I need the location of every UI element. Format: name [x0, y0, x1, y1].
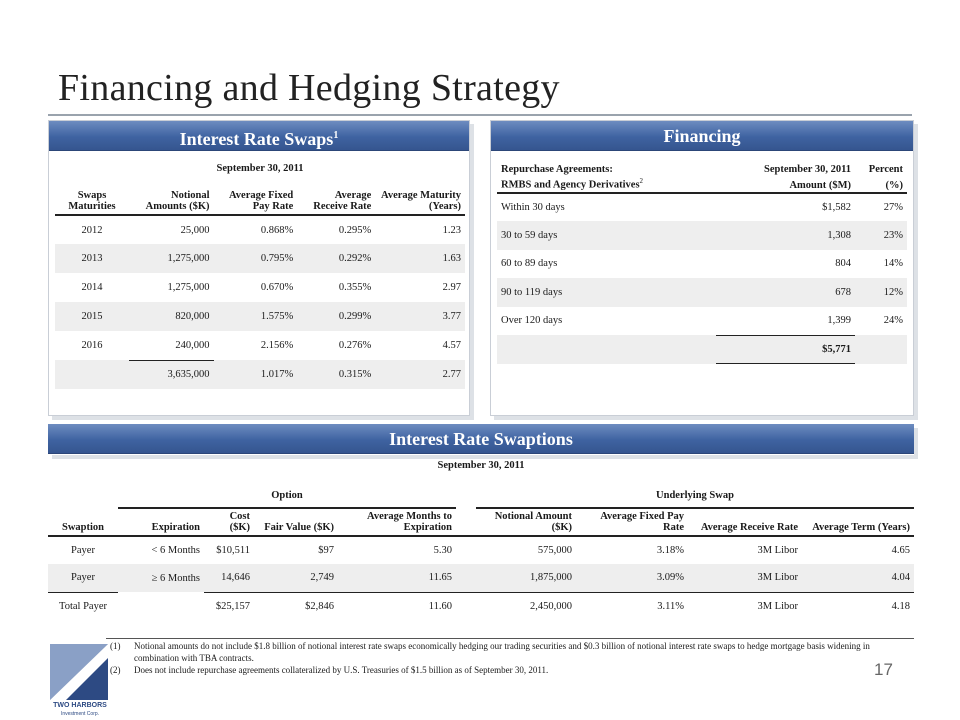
cell — [497, 335, 716, 364]
cell: 1,308 — [716, 221, 855, 250]
cell: Payer — [71, 545, 95, 556]
swaptions-group-underlying: Underlying Swap — [476, 488, 914, 508]
cell: 1.575% — [214, 302, 298, 331]
logo-tagline: Investment Corp. — [60, 711, 100, 717]
table-row — [497, 278, 907, 307]
swaptions-col-receive: Average Receive Rate — [688, 508, 802, 536]
cell: 3,635,000 — [129, 360, 214, 389]
cell: ≥ 6 Months — [118, 564, 204, 592]
footnote-2 — [110, 664, 880, 676]
cell: Within 30 days — [501, 201, 565, 213]
table-row — [497, 250, 907, 279]
cell: 4.04 — [802, 564, 914, 592]
cell: $25,157 — [204, 592, 254, 620]
table-total-row — [48, 592, 914, 620]
cell: 2.97 — [442, 282, 461, 293]
financing-header-mid-1: September 30, 2011 — [763, 164, 851, 175]
table-row — [55, 244, 465, 273]
cell — [855, 335, 907, 364]
cell — [456, 536, 476, 564]
swaps-table — [55, 161, 465, 389]
cell: 0.795% — [214, 244, 298, 273]
cell — [118, 592, 204, 620]
cell: 820,000 — [129, 302, 214, 331]
footnote-marker: (1) — [110, 641, 121, 651]
financing-header-left-2 — [497, 176, 716, 193]
cell: 0.355% — [338, 282, 372, 293]
cell: 30 to 59 days — [497, 221, 716, 250]
financing-header-right-1: Percent — [868, 164, 903, 175]
financing-header-left-2-text: RMBS and Agency Derivatives — [501, 179, 640, 191]
cell: 1,275,000 — [167, 282, 210, 293]
footnote-1 — [110, 640, 880, 664]
cell: 0.276% — [338, 340, 372, 351]
swaps-panel — [48, 120, 470, 416]
cell: 2014 — [81, 282, 103, 293]
cell: 0.670% — [260, 282, 294, 293]
title-divider — [48, 114, 912, 116]
cell: 2.156% — [260, 340, 294, 351]
cell: $10,511 — [216, 545, 250, 556]
cell — [456, 564, 476, 592]
cell: 0.295% — [338, 224, 372, 236]
cell: 240,000 — [175, 339, 210, 351]
cell: 2015 — [55, 302, 129, 331]
swaptions-col-months: Average Months to Expiration — [338, 508, 456, 536]
swaptions-heading: Interest Rate Swaptions — [48, 424, 914, 454]
cell: 14,646 — [204, 564, 254, 592]
cell: 2013 — [55, 244, 129, 273]
cell: 4.18 — [802, 592, 914, 620]
footnote-divider — [106, 638, 914, 639]
cell: 14% — [883, 258, 903, 270]
cell: 5.30 — [433, 545, 452, 556]
financing-footnote-mark: 2 — [639, 177, 644, 185]
swaps-col-receive: Average Receive Rate — [297, 188, 375, 215]
cell: 4.65 — [891, 545, 910, 556]
table-row — [55, 302, 465, 331]
cell: 1,275,000 — [129, 244, 214, 273]
table-row — [55, 331, 465, 360]
swaps-col-maturity: Average Maturity (Years) — [375, 188, 465, 215]
swaps-col-maturities: Swaps Maturities — [55, 188, 129, 215]
financing-table — [497, 163, 907, 364]
swaps-col-notional: Notional Amounts ($K) — [129, 188, 214, 215]
cell: 12% — [855, 278, 907, 307]
cell: $1,582 — [822, 201, 851, 213]
cell: $2,846 — [254, 592, 338, 620]
cell — [456, 508, 476, 536]
page-number: 17 — [874, 660, 893, 679]
table-row — [497, 307, 907, 336]
cell: 11.65 — [338, 564, 456, 592]
logo-wordmark: TWO HARBORS — [53, 702, 107, 709]
cell: 24% — [883, 315, 903, 327]
cell: 0.299% — [297, 302, 375, 331]
cell: 1.017% — [214, 360, 298, 389]
table-row — [48, 536, 914, 564]
swaps-heading-footnote-mark: 1 — [333, 130, 339, 141]
cell — [55, 360, 129, 389]
cell: 3.11% — [576, 592, 688, 620]
cell — [456, 488, 476, 508]
swaptions-col-expiration: Expiration — [118, 508, 204, 536]
swaptions-col-fixed-pay: Average Fixed Pay Rate — [576, 508, 688, 536]
footnote-text: Notional amounts do not include $1.8 billion of notional interest rate swaps economically hedging our trading securities and $0.3 billion of notional interest rate swaps to hedge mortgage basis widening in combination with TBA contracts. — [134, 641, 870, 663]
cell: 2.77 — [375, 360, 465, 389]
table-row — [497, 193, 907, 222]
cell: 2012 — [81, 224, 103, 236]
cell: 804 — [835, 258, 851, 270]
table-total-row — [497, 335, 907, 364]
cell: 2016 — [81, 340, 103, 351]
cell: 3M Libor — [688, 592, 802, 620]
cell: 11.60 — [338, 592, 456, 620]
footnote-text: Does not include repurchase agreements collateralized by U.S. Treasuries of $1.5 billion as of September 30, 2011. — [134, 665, 549, 675]
cell: 1,399 — [827, 315, 851, 326]
cell: 0.868% — [260, 224, 294, 236]
swaps-panel-heading — [49, 121, 469, 151]
swaptions-group-option: Option — [118, 488, 456, 508]
cell: 3.18% — [656, 545, 684, 556]
footnotes — [110, 640, 880, 676]
cell: 23% — [855, 221, 907, 250]
table-row — [48, 564, 914, 592]
swaptions-col-swaption: Swaption — [48, 508, 118, 536]
swaptions-banner — [48, 424, 914, 455]
cell: 2,450,000 — [476, 592, 576, 620]
swaptions-table — [48, 488, 914, 620]
cell: 678 — [716, 278, 855, 307]
table-row — [497, 221, 907, 250]
cell: 0.315% — [297, 360, 375, 389]
swaptions-col-term: Average Term (Years) — [802, 508, 914, 536]
cell: 3.77 — [375, 302, 465, 331]
financing-panel — [490, 120, 914, 416]
cell: Payer — [48, 564, 118, 592]
cell: 3.09% — [576, 564, 688, 592]
cell: 1,875,000 — [476, 564, 576, 592]
cell: 3M Libor — [688, 564, 802, 592]
cell: 27% — [883, 201, 903, 213]
cell: Over 120 days — [501, 315, 563, 327]
financing-total: $5,771 — [716, 335, 855, 364]
page-title: Financing and Hedging Strategy — [58, 67, 560, 109]
cell: 1.63 — [375, 244, 465, 273]
financing-header-right-2: (%) — [855, 176, 907, 193]
swaps-date: September 30, 2011 — [216, 163, 304, 174]
cell: $97 — [318, 545, 334, 556]
cell: 2,749 — [254, 564, 338, 592]
cell: < 6 Months — [151, 545, 200, 556]
swaptions-col-cost: Cost ($K) — [204, 508, 254, 536]
swaptions-col-notional: Notional Amount ($K) — [476, 508, 576, 536]
swaptions-col-fair-value: Fair Value ($K) — [254, 508, 338, 536]
cell: 0.292% — [297, 244, 375, 273]
cell — [456, 592, 476, 620]
swaps-heading-text: Interest Rate Swaps — [179, 129, 334, 149]
cell: 1.23 — [442, 224, 461, 236]
cell: 4.57 — [442, 340, 461, 351]
cell: 90 to 119 days — [497, 278, 716, 307]
cell: Total Payer — [48, 592, 118, 620]
cell: 575,000 — [537, 545, 572, 556]
financing-header-left-1: Repurchase Agreements: — [501, 164, 613, 175]
cell — [48, 488, 118, 508]
cell: 60 to 89 days — [501, 258, 558, 270]
financing-header-mid-2: Amount ($M) — [716, 176, 855, 193]
table-row — [55, 215, 465, 244]
swaptions-date: September 30, 2011 — [437, 460, 525, 471]
footnote-marker: (2) — [110, 665, 121, 675]
table-total-row — [55, 360, 465, 389]
cell: 3M Libor — [757, 545, 798, 556]
swaps-col-fixed-pay: Average Fixed Pay Rate — [214, 188, 298, 215]
table-row — [55, 273, 465, 302]
financing-panel-heading: Financing — [491, 121, 913, 151]
cell: 25,000 — [180, 224, 210, 236]
